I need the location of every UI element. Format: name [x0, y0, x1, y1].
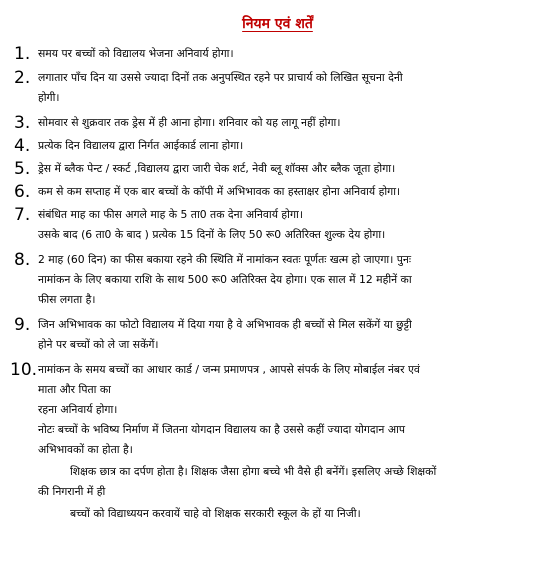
closing-text: बच्चों को विद्याध्ययन करवायें चाहे वो शिक्षक सरकारी स्कूल के हों या निजी। [70, 507, 361, 520]
rule-text: माता और पिता का [38, 383, 111, 396]
rule-text: कम से कम सप्ताह में एक बार बच्चों के कॉपी में अभिभावक का हस्ताक्षर होना अनिवार्य होगा। [38, 185, 401, 198]
rule-text: होने पर बच्चों को ले जा सकेंगें। [38, 338, 159, 351]
closing-text: की निगरानी में ही [38, 485, 106, 498]
item-number: 2. [14, 68, 31, 88]
item-number: 8. [14, 250, 31, 270]
item-number: 6. [14, 182, 31, 202]
item-number: 1. [14, 44, 31, 64]
rule-text: 2 माह (60 दिन) का फीस बकाया रहने की स्थिति में नामांकन स्वतः पूर्णतः खत्म हो जाएगा। पुनः [38, 253, 412, 266]
rule-text: फीस लगता है। [38, 293, 96, 306]
rule-text: संबंधित माह का फीस अगले माह के 5 ता0 तक देना अनिवार्य होगा। [38, 208, 303, 221]
rule-text: उसके बाद (6 ता0 के बाद ) प्रत्येक 15 दिनों के लिए 50 रू0 अतिरिक्त शुल्क देय होगा। [38, 228, 386, 241]
item-number: 10. [10, 360, 38, 380]
page-title: नियम एवं शर्तें [242, 16, 313, 32]
closing-text: शिक्षक छात्र का दर्पण होता है। शिक्षक जैसा होगा बच्चे भी वैसे ही बनेंगें। इसलिए अच्छे शिक्षकों [70, 465, 437, 478]
rule-text: नामांकन के समय बच्चों का आधार कार्ड / जन्म प्रमाणपत्र , आपसे संपर्क के लिए मोबाईल नंबर एवं [38, 363, 420, 376]
rule-text: समय पर बच्चों को विद्यालय भेजना अनिवार्य होगा। [38, 47, 234, 60]
note-text: नोटः बच्चों के भविष्य निर्माण में जितना योगदान विद्यालय का है उससे कहीं ज्यादा योगदान आप [38, 423, 405, 436]
item-number: 5. [14, 159, 31, 179]
rule-text: प्रत्येक दिन विद्यालय द्वारा निर्गत आईकार्ड लाना होगा। [38, 139, 244, 152]
rule-text: नामांकन के लिए बकाया राशि के साथ 500 रू0 अतिरिक्त देय होगा। एक साल में 12 महीनें का [38, 273, 412, 286]
item-number: 3. [14, 113, 31, 133]
rule-text: होगी। [38, 91, 60, 104]
note-text: अभिभावकों का होता है। [38, 443, 133, 456]
rule-text: लगातार पाँच दिन या उससे ज्यादा दिनों तक अनुपस्थित रहने पर प्राचार्य को लिखित सूचना देनी [38, 71, 403, 84]
rule-text: रहना अनिवार्य होगा। [38, 403, 118, 416]
rule-text: ड्रेस में ब्लैक पेन्ट / स्कर्ट ,विद्यालय द्वारा जारी चेक शर्ट, नेवी ब्लू शॉक्स और ब्लैक जूता होगा। [38, 162, 396, 175]
item-number: 9. [14, 315, 31, 335]
item-number: 4. [14, 136, 31, 156]
rule-text: सोमवार से शुक्रवार तक ड्रेस में ही आना होगा। शनिवार को यह लागू नहीं होगा। [38, 116, 341, 129]
item-number: 7. [14, 205, 31, 225]
rule-text: जिन अभिभावक का फोटो विद्यालय में दिया गया है वे अभिभावक ही बच्चों से मिल सकेंगें या छुट्टी [38, 318, 412, 331]
